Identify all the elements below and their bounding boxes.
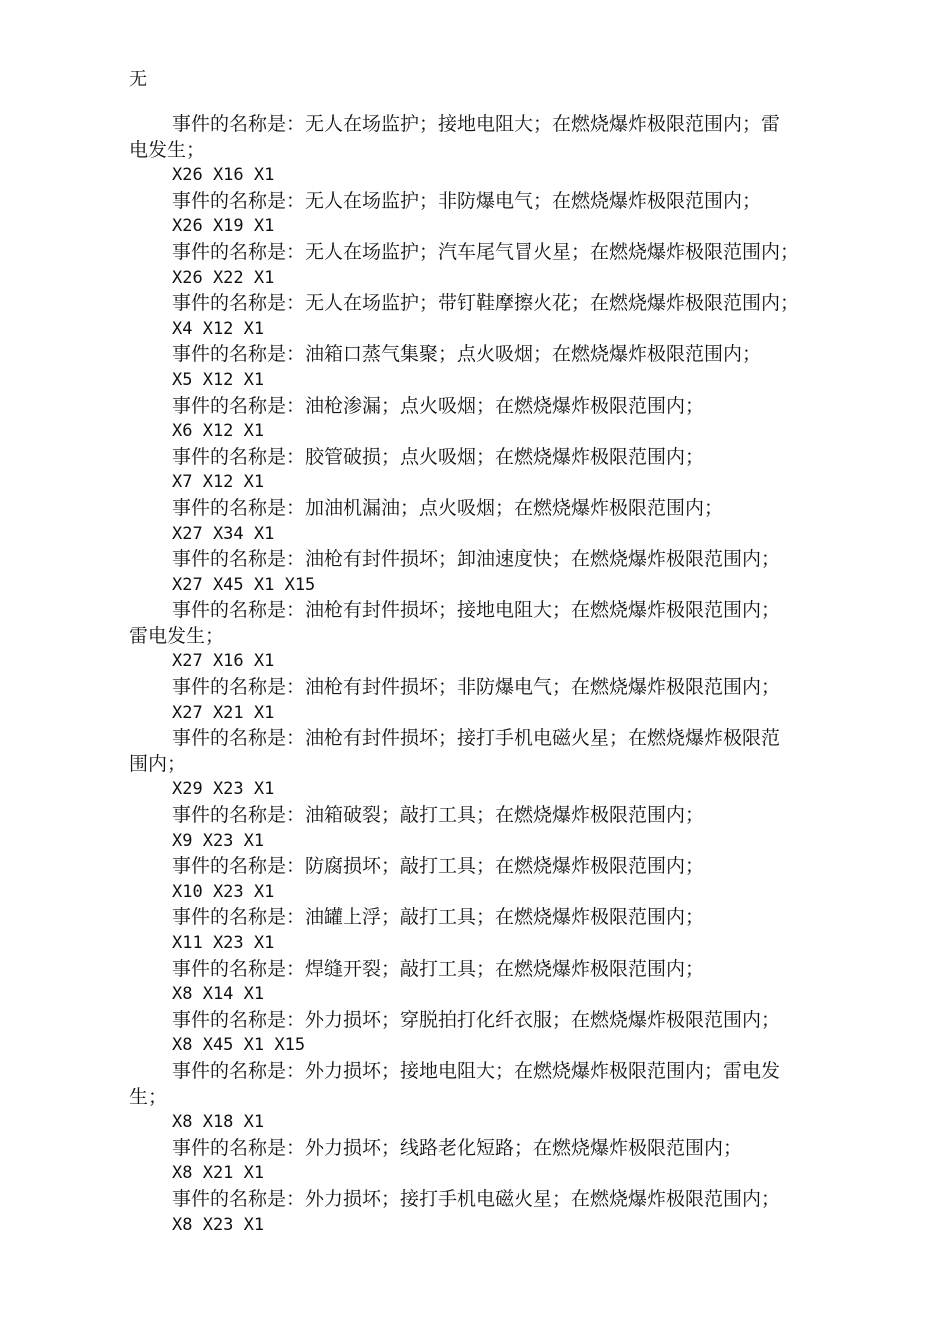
event-text-line: 事件的名称是：防腐损坏；敲打工具；在燃烧爆炸极限范围内； bbox=[172, 855, 705, 878]
event-text-line: 围内； bbox=[129, 752, 187, 775]
event-code-line: X11 X23 X1 bbox=[172, 933, 275, 953]
event-text-line: 事件的名称是：油枪有封件损坏；接地电阻大；在燃烧爆炸极限范围内； bbox=[172, 599, 781, 622]
page-header-text: 无 bbox=[129, 69, 147, 90]
event-code-line: X10 X23 X1 bbox=[172, 881, 275, 902]
event-code-line: X27 X34 X1 bbox=[172, 523, 275, 544]
event-text-line: 事件的名称是：油枪渗漏；点火吸烟；在燃烧爆炸极限范围内； bbox=[172, 394, 705, 417]
event-text-line: 事件的名称是：外力损坏；线路老化短路；在燃烧爆炸极限范围内； bbox=[172, 1136, 743, 1159]
event-text-line: 事件的名称是：外力损坏；穿脱拍打化纤衣服；在燃烧爆炸极限范围内； bbox=[172, 1008, 781, 1031]
event-text-line: 生； bbox=[129, 1085, 168, 1108]
event-text-line: 事件的名称是：油枪有封件损坏；接打手机电磁火星；在燃烧爆炸极限范 bbox=[172, 727, 781, 750]
event-code-line: X8 X23 X1 bbox=[172, 1214, 265, 1235]
event-code-line: X26 X19 X1 bbox=[172, 216, 275, 237]
event-text-line: 事件的名称是：油枪有封件损坏；卸油速度快；在燃烧爆炸极限范围内； bbox=[172, 548, 781, 571]
event-code-line: X8 X18 X1 bbox=[172, 1112, 265, 1133]
event-text-line: 雷电发生； bbox=[129, 624, 225, 647]
event-code-line: X9 X23 X1 bbox=[172, 830, 265, 851]
event-code-line: X26 X16 X1 bbox=[172, 165, 275, 186]
event-text-line: 事件的名称是：无人在场监护；非防爆电气；在燃烧爆炸极限范围内； bbox=[172, 189, 762, 212]
event-code-line: X27 X45 X1 X15 bbox=[172, 574, 316, 595]
event-text-line: 事件的名称是：油枪有封件损坏；非防爆电气；在燃烧爆炸极限范围内； bbox=[172, 676, 781, 699]
event-code-line: X6 X12 X1 bbox=[172, 421, 265, 442]
event-code-line: X26 X22 X1 bbox=[172, 267, 275, 288]
event-code-line: X8 X45 X1 X15 bbox=[172, 1035, 306, 1056]
event-code-line: X27 X16 X1 bbox=[172, 651, 275, 672]
event-code-line: X27 X21 X1 bbox=[172, 702, 275, 723]
event-code-line: X4 X12 X1 bbox=[172, 318, 265, 339]
event-code-line: X29 X23 X1 bbox=[172, 779, 275, 800]
event-code-line: X7 X12 X1 bbox=[172, 472, 265, 493]
event-code-line: X8 X14 X1 bbox=[172, 984, 265, 1005]
event-text-line: 事件的名称是：油箱破裂；敲打工具；在燃烧爆炸极限范围内； bbox=[172, 804, 705, 827]
event-text-line: 事件的名称是：无人在场监护；汽车尾气冒火星；在燃烧爆炸极限范围内； bbox=[172, 240, 800, 263]
event-text-line: 事件的名称是：无人在场监护；带钉鞋摩擦火花；在燃烧爆炸极限范围内； bbox=[172, 292, 800, 315]
document-body bbox=[129, 112, 857, 1238]
event-text-line: 事件的名称是：胶管破损；点火吸烟；在燃烧爆炸极限范围内； bbox=[172, 445, 705, 468]
event-text-line: 事件的名称是：油箱口蒸气集聚；点火吸烟；在燃烧爆炸极限范围内； bbox=[172, 343, 762, 366]
event-code-line: X5 X12 X1 bbox=[172, 369, 265, 390]
event-text-line: 事件的名称是：加油机漏油；点火吸烟；在燃烧爆炸极限范围内； bbox=[172, 496, 724, 519]
event-text-line: 电发生； bbox=[129, 138, 206, 161]
event-text-line: 事件的名称是：无人在场监护；接地电阻大；在燃烧爆炸极限范围内；雷 bbox=[172, 113, 781, 135]
event-text-line: 事件的名称是：油罐上浮；敲打工具；在燃烧爆炸极限范围内； bbox=[172, 906, 705, 929]
event-text-line: 事件的名称是：焊缝开裂；敲打工具；在燃烧爆炸极限范围内； bbox=[172, 957, 705, 980]
event-code-line: X8 X21 X1 bbox=[172, 1163, 265, 1184]
event-text-line: 事件的名称是：外力损坏；接地电阻大；在燃烧爆炸极限范围内；雷电发 bbox=[172, 1059, 781, 1082]
event-text-line: 事件的名称是：外力损坏；接打手机电磁火星；在燃烧爆炸极限范围内； bbox=[172, 1187, 781, 1210]
